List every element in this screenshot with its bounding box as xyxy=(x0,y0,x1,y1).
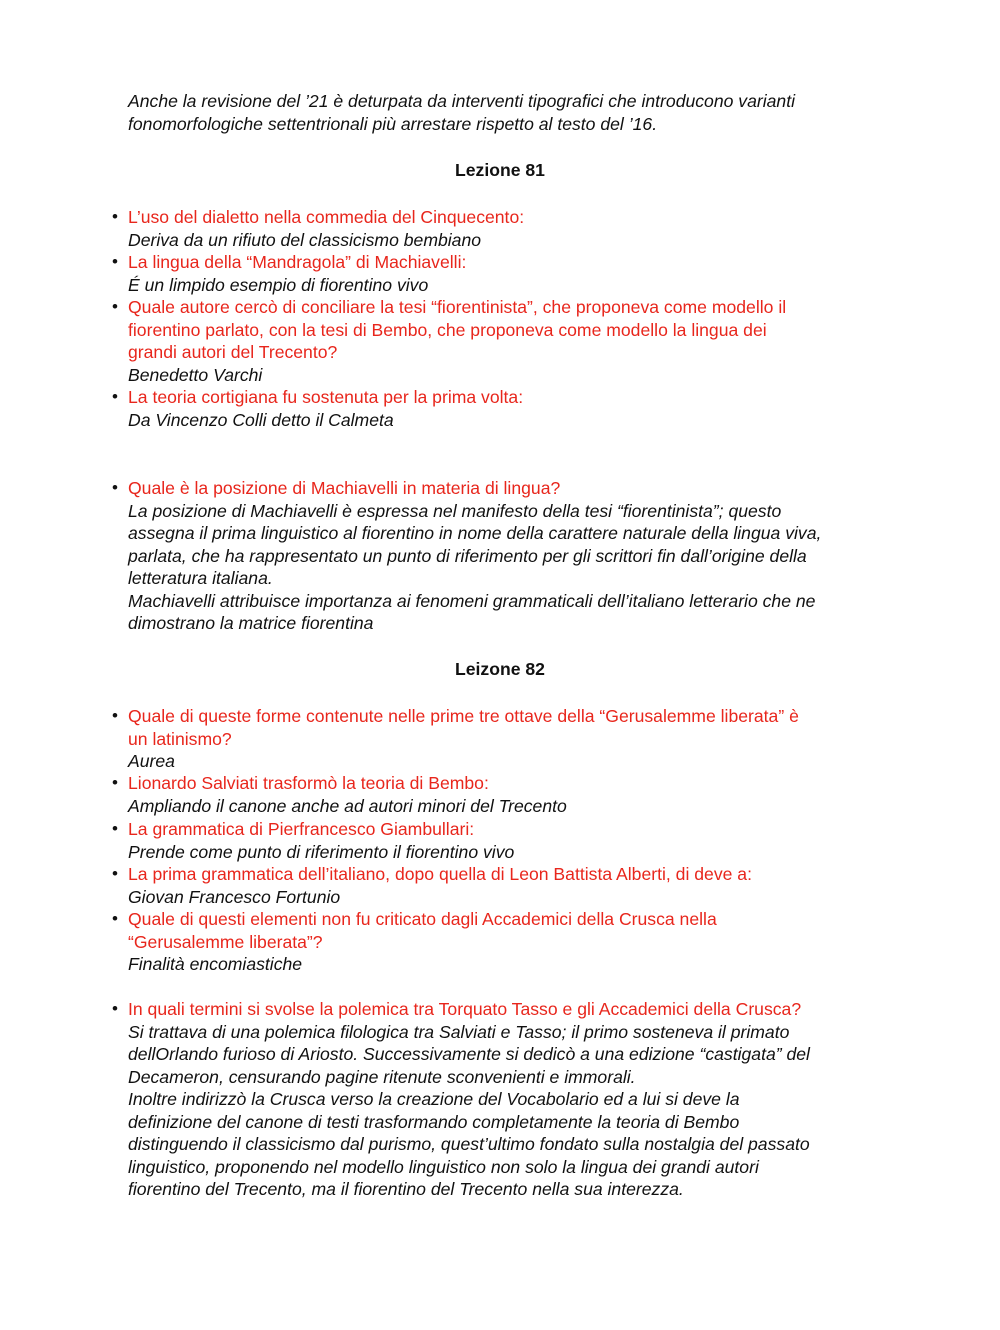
question-line: Quale è la posizione di Machiavelli in materia di lingua? xyxy=(128,478,561,498)
answer-line: Deriva da un rifiuto del classicismo bembiano xyxy=(128,229,482,250)
question-line: fiorentino parlato, con la tesi di Bembo, che proponeva come modello la lingua dei xyxy=(128,319,767,340)
list-item xyxy=(128,772,888,817)
answer-line: Aurea xyxy=(128,751,175,771)
answer-line: distinguendo il classicismo dal purismo, quest’ultimo fondato sulla nostalgia del passato xyxy=(128,1134,810,1154)
list-item xyxy=(128,818,888,863)
list-item xyxy=(128,296,888,386)
answer-line: dimostrano la matrice fiorentina xyxy=(128,613,374,633)
question-line: La prima grammatica dell’italiano, dopo quella di Leon Battista Alberti, di deve a: xyxy=(128,864,752,884)
list-item xyxy=(128,705,888,773)
intro-line: fonomorfologiche settentrionali più arrestare rispetto al testo del ’16. xyxy=(128,113,658,134)
question-line: un latinismo? xyxy=(128,728,232,749)
lesson-81-title: Lezione 81 xyxy=(455,160,545,180)
question-line: Quale autore cercò di conciliare la tesi “fiorentinista”, che proponeva come modello il xyxy=(128,297,787,317)
question-line: La grammatica di Pierfrancesco Giambullari: xyxy=(128,819,475,839)
question-line: grandi autori del Trecento? xyxy=(128,342,338,362)
question-line: Lionardo Salviati trasformò la teoria di Bembo: xyxy=(128,773,489,793)
question-line: “Gerusalemme liberata”? xyxy=(128,931,323,952)
bullet: • xyxy=(112,909,118,928)
answer-line: Prende come punto di riferimento il fiorentino vivo xyxy=(128,841,515,862)
answer-line: definizione del canone di testi trasformando completamente la teoria di Bembo xyxy=(128,1111,740,1132)
answer-line: Inoltre indirizzò la Crusca verso la creazione del Vocabolario ed a lui si deve la xyxy=(128,1089,740,1109)
bullet: • xyxy=(112,297,118,316)
list-item xyxy=(128,863,888,908)
answer-line: Ampliando il canone anche ad autori minori del Trecento xyxy=(128,795,567,816)
question-line: La teoria cortigiana fu sostenuta per la prima volta: xyxy=(128,387,524,407)
list-item xyxy=(128,206,888,251)
intro-paragraph xyxy=(128,90,888,135)
list-item xyxy=(128,251,888,296)
question-line: La lingua della “Mandragola” di Machiavelli: xyxy=(128,252,467,272)
answer-line: letteratura italiana. xyxy=(128,568,273,588)
answer-line: É un limpido esempio di fiorentino vivo xyxy=(128,274,429,295)
list-item xyxy=(128,386,888,431)
bullet: • xyxy=(112,478,118,497)
bullet: • xyxy=(112,999,118,1018)
bullet: • xyxy=(112,207,118,226)
answer-line: Machiavelli attribuisce importanza ai fenomeni grammaticali dell’italiano letterario che ne xyxy=(128,590,816,611)
intro-line: Anche la revisione del ’21 è deturpata da interventi tipografici che introducono varianti xyxy=(128,91,796,111)
lesson-82-title: Leizone 82 xyxy=(455,659,545,679)
answer-line: Finalità encomiastiche xyxy=(128,954,303,974)
bullet: • xyxy=(112,252,118,271)
question-line: In quali termini si svolse la polemica tra Torquato Tasso e gli Accademici della Crusca? xyxy=(128,999,802,1019)
question-line: L’uso del dialetto nella commedia del Cinquecento: xyxy=(128,207,525,227)
question-line: Quale di queste forme contenute nelle prime tre ottave della “Gerusalemme liberata” è xyxy=(128,706,799,726)
answer-line: linguistico, proponendo nel modello linguistico non solo la lingua dei grandi autori xyxy=(128,1156,759,1177)
list-item xyxy=(128,998,888,1201)
answer-line: Da Vincenzo Colli detto il Calmeta xyxy=(128,409,394,430)
answer-line: Benedetto Varchi xyxy=(128,364,263,385)
bullet: • xyxy=(112,773,118,792)
answer-line: Si trattava di una polemica filologica tra Salviati e Tasso; il primo sosteneva il primato xyxy=(128,1021,790,1042)
answer-line: Giovan Francesco Fortunio xyxy=(128,886,341,907)
bullet: • xyxy=(112,864,118,883)
bullet: • xyxy=(112,387,118,406)
answer-line: Decameron, censurando pagine ritenute sconvenienti e immorali. xyxy=(128,1066,636,1087)
bullet: • xyxy=(112,706,118,725)
answer-line: La posizione di Machiavelli è espressa nel manifesto della tesi “fiorentinista”; questo xyxy=(128,500,782,521)
answer-line: fiorentino del Trecento, ma il fiorentino del Trecento nella sua interezza. xyxy=(128,1179,684,1199)
question-line: Quale di questi elementi non fu criticato dagli Accademici della Crusca nella xyxy=(128,909,717,929)
answer-line: assegna il prima linguistico al fiorentino in nome della carattere naturale della lingua viva, xyxy=(128,523,822,543)
bullet: • xyxy=(112,819,118,838)
answer-line: dellOrlando furioso di Ariosto. Successivamente si dedicò a una edizione “castigata” del xyxy=(128,1044,810,1064)
list-item xyxy=(128,908,888,976)
list-item xyxy=(128,477,888,635)
answer-line: parlata, che ha rappresentato un punto di riferimento per gli scrittori fin dall’origine della xyxy=(128,545,807,566)
